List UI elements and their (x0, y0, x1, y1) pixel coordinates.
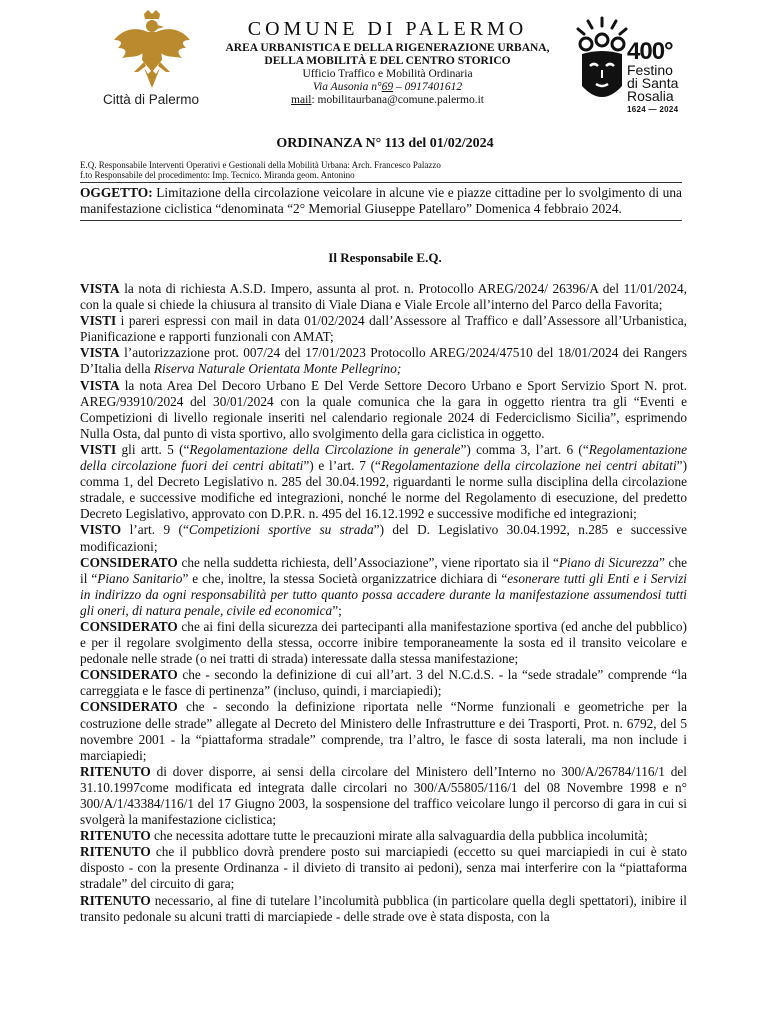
paragraph-considerato-2 (80, 619, 687, 667)
keyword: CONSIDERATO (80, 554, 178, 570)
paragraph-text: ” e che, inoltre, la stessa Società organizzatrice dichiara di “ (182, 570, 508, 586)
mail-label: mail (291, 94, 312, 106)
paragraph-considerato-1 (80, 555, 687, 619)
responsabile-eq-heading: Il Responsabile E.Q. (328, 250, 442, 265)
paragraph-italic: Piano Sanitario (97, 570, 183, 586)
address-phone: – 0917401612 (393, 81, 463, 93)
keyword: VISTO (80, 522, 122, 538)
keyword: RITENUTO (80, 844, 151, 860)
paragraph-italic: esonerare tutti gli Enti e i Servizi in indirizzo da ogni responsabilità per tutto quanto possa accadere durante la manifestazione assumendosi tutti gli oneri, di natura penale, civile ed economica (80, 570, 687, 618)
paragraph-visti-2 (80, 442, 687, 522)
paragraph-text: ”) comma 3, l’art. 6 (“ (460, 441, 589, 457)
keyword: CONSIDERATO (80, 667, 178, 683)
paragraph-text: che ai fini della sicurezza dei partecipanti alla manifestazione sportiva (ed anche del pubblico) e per il regolare svolgimento della stessa, occorre inibire temporaneamente la sosta ed il transito veicolare e pedonale nelle strade (o nei tratti di strada) interessate dalla stessa manifestazione; (80, 618, 687, 667)
keyword: VISTA (80, 377, 120, 393)
paragraph-text: ”; (332, 602, 342, 618)
festino-text-block (627, 40, 678, 114)
municipality-title: COMUNE DI PALERMO (247, 18, 528, 40)
paragraph-italic: Regolamentazione della Circolazione in generale (189, 441, 461, 457)
office-address (205, 81, 570, 94)
keyword: RITENUTO (80, 828, 151, 844)
paragraph-text: di dover disporre, ai sensi della circolare del Ministero dell’Interno no 300/A/26784/116/1 del 31.10.1997come modificata ed integrata dalle circolari no 300/A/55805/116/1 del 08 Novembre 1998 e n° 300/A/1/43384/116/1 del 17 Giugno 2003, la sospensione del traffico veicolare lungo il percorso di gara in cui si svolgerà la manifestazione ciclistica; (80, 763, 687, 828)
paragraph-considerato-4 (80, 699, 687, 763)
festino-line-2: di Santa (627, 75, 679, 91)
oggetto-text: Limitazione della circolazione veicolare in alcune vie e piazze cittadine per lo svolgimento di una manifestazione ciclistica “denominata “2° Memorial Giuseppe Patellaro” Domenica 4 febbraio 2024. (80, 185, 682, 216)
keyword: VISTA (80, 345, 120, 361)
address-prefix: Via Ausonia n° (312, 81, 382, 93)
paragraph-text: ”) del D. Legislativo 30.04.1992, n.285 e successive modificazioni; (80, 522, 687, 554)
keyword: RITENUTO (80, 763, 151, 779)
office-name: Ufficio Traffico e Mobilità Ordinaria (302, 68, 473, 80)
keyword: CONSIDERATO (80, 618, 178, 634)
paragraph-text: ”) comma 1, del Decreto Legislativo n. 285 del 30.04.1992, riguardanti le norme sulla disciplina della circolazione stradale, e successive modifiche ed integrazioni, nonché le norme del Regolamento di esecuzione, del predetto Decreto Legislativo, approvato con D.P.R. n. 495 del 16.12.1992 e successive modifiche ed integrazioni; (80, 458, 688, 522)
keyword: VISTA (80, 281, 120, 296)
responsabili-block (80, 160, 441, 180)
paragraph-visti-1 (80, 313, 687, 345)
mail-address[interactable]: : mobilitaurbana@comune.palermo.it (311, 94, 484, 106)
paragraph-vista-2 (80, 345, 687, 377)
paragraph-text: la nota Area Del Decoro Urbano E Del Verde Settore Decoro Urbano e Sport Servizio Sport N. prot. AREG/93910/2024 del 30/01/2024 con la quale comunica che la gara in oggetto rientra tra gli “Eventi e Competizioni di livello regionale inseriti nel calendario regionale 2024 di Federciclismo Sicilia”, esprimendo Nulla Osta, dal punto di vista sportivo, allo svolgimento della gara ciclistica in oggetto. (80, 377, 687, 441)
paragraph-italic: Riserva Naturale Orientata Monte Pellegrino; (153, 361, 402, 377)
paragraph-text: ”) e l’art. 7 (“ (303, 458, 381, 474)
paragraph-italic: Regolamentazione della circolazione nei centri abitati (380, 458, 677, 474)
paragraph-text: che - secondo la definizione di cui all’art. 3 del N.C.d.S. - la “sede stradale” comprende “la carreggiata e le fasce di pertinenza” (incluso, quindi, i marciapiedi); (80, 667, 687, 699)
oggetto-box (80, 182, 682, 221)
paragraph-ritenuto-3 (80, 844, 687, 892)
festino-number: 400° (627, 38, 673, 65)
paragraph-italic: Competizioni sportive su strada (188, 522, 374, 538)
ordinance-title: ORDINANZA N° 113 del 01/02/2024 (276, 136, 494, 151)
keyword: CONSIDERATO (80, 699, 178, 715)
festino-line-3: Rosalia (627, 88, 674, 104)
oggetto-label: OGGETTO: (80, 185, 153, 200)
festino-line-1: Festino (627, 62, 673, 78)
paragraph-text: l’autorizzazione prot. 007/24 del 17/01/2023 Protocollo AREG/2024/47510 del 18/01/2024 dei Rangers D’Italia della (80, 345, 687, 377)
paragraph-considerato-3 (80, 667, 687, 699)
paragraph-italic: Regolamentazione della circolazione fuori dei centri abitati (80, 441, 687, 474)
responsabile-procedimento-line: f.to Responsabile del procedimento: Imp. Tecnico. Miranda geom. Antonino (80, 170, 355, 180)
paragraph-ritenuto-4 (80, 893, 687, 925)
paragraph-text: che - secondo la definizione riportata nelle “Norme funzionali e geometriche per la costruzione delle strade” allegate al Decreto del Ministero delle Infrastrutture e dei Trasporti, Prot. n. 6792, del 5 novembre 2001 - la “piattaforma stradale” comprende, tra l’altro, le fasce di sosta laterali, ma non include i marciapiedi; (80, 699, 687, 763)
office-mail (205, 94, 570, 107)
address-number: 69 (381, 81, 394, 93)
paragraph-text: necessario, al fine di tutelare l’incolumità pubblica (in particolare quella degli spettatori), inibire il transito pedonale su alcuni tratti di marciapiede - delle strade ove è stata disposta, con la (80, 892, 687, 924)
responsabile-eq-line: E.Q. Responsabile Interventi Operativi e Gestionali della Mobilità Urbana: Arch. Francesco Palazzo (80, 160, 441, 170)
ordinance-body (80, 281, 687, 925)
area-line-1: AREA URBANISTICA E DELLA RIGENERAZIONE URBANA, (225, 42, 550, 54)
paragraph-text: ” che il “ (80, 554, 687, 586)
area-line-2: DELLA MOBILITÀ E DEL CENTRO STORICO (264, 55, 511, 67)
paragraph-vista-3 (80, 378, 687, 442)
paragraph-text: che nella suddetta richiesta, dell’Associazione”, viene riportato sia il “ (177, 554, 559, 570)
paragraph-text: i pareri espressi con mail in data 01/02/2024 dall’Assessore al Traffico e dall’Assessore all’Urbanistica, Pianificazione e rapporti funzionali con AMAT; (80, 313, 687, 345)
paragraph-visto (80, 522, 687, 554)
paragraph-text: gli artt. 5 (“ (116, 441, 190, 457)
paragraph-text: la nota di richiesta A.S.D. Impero, assunta al prot. n. Protocollo AREG/2024/ 26396/A del 11/01/2024, con la quale si chiede la chiusura al transito di Viale Diana e Viale Ercole all’interno del Parco della Favorita; (80, 281, 687, 313)
paragraph-text: che necessita adottare tutte le precauzioni mirate alla salvaguardia della pubblica incolumità; (150, 828, 648, 844)
paragraph-text: l’art. 9 (“ (121, 522, 189, 538)
letterhead (205, 18, 570, 107)
city-logo-caption: Città di Palermo (102, 92, 200, 107)
festino-years: 1624 — 2024 (627, 105, 679, 114)
keyword: VISTI (80, 313, 117, 329)
keyword: RITENUTO (80, 892, 151, 908)
paragraph-text: che il pubblico dovrà prendere posto sui marciapiedi (eccetto su quei marciapiedi in cui è stato disposto - con la presente Ordinanza - il divieto di transito ai pedoni), senza mai interferire con la “piattaforma stradale” del circuito di gara; (80, 844, 687, 892)
paragraph-ritenuto-2 (80, 828, 687, 844)
paragraph-vista-1 (80, 281, 687, 313)
paragraph-italic: Piano di Sicurezza (558, 554, 659, 570)
paragraph-ritenuto-1 (80, 764, 687, 828)
keyword: VISTI (80, 441, 117, 457)
